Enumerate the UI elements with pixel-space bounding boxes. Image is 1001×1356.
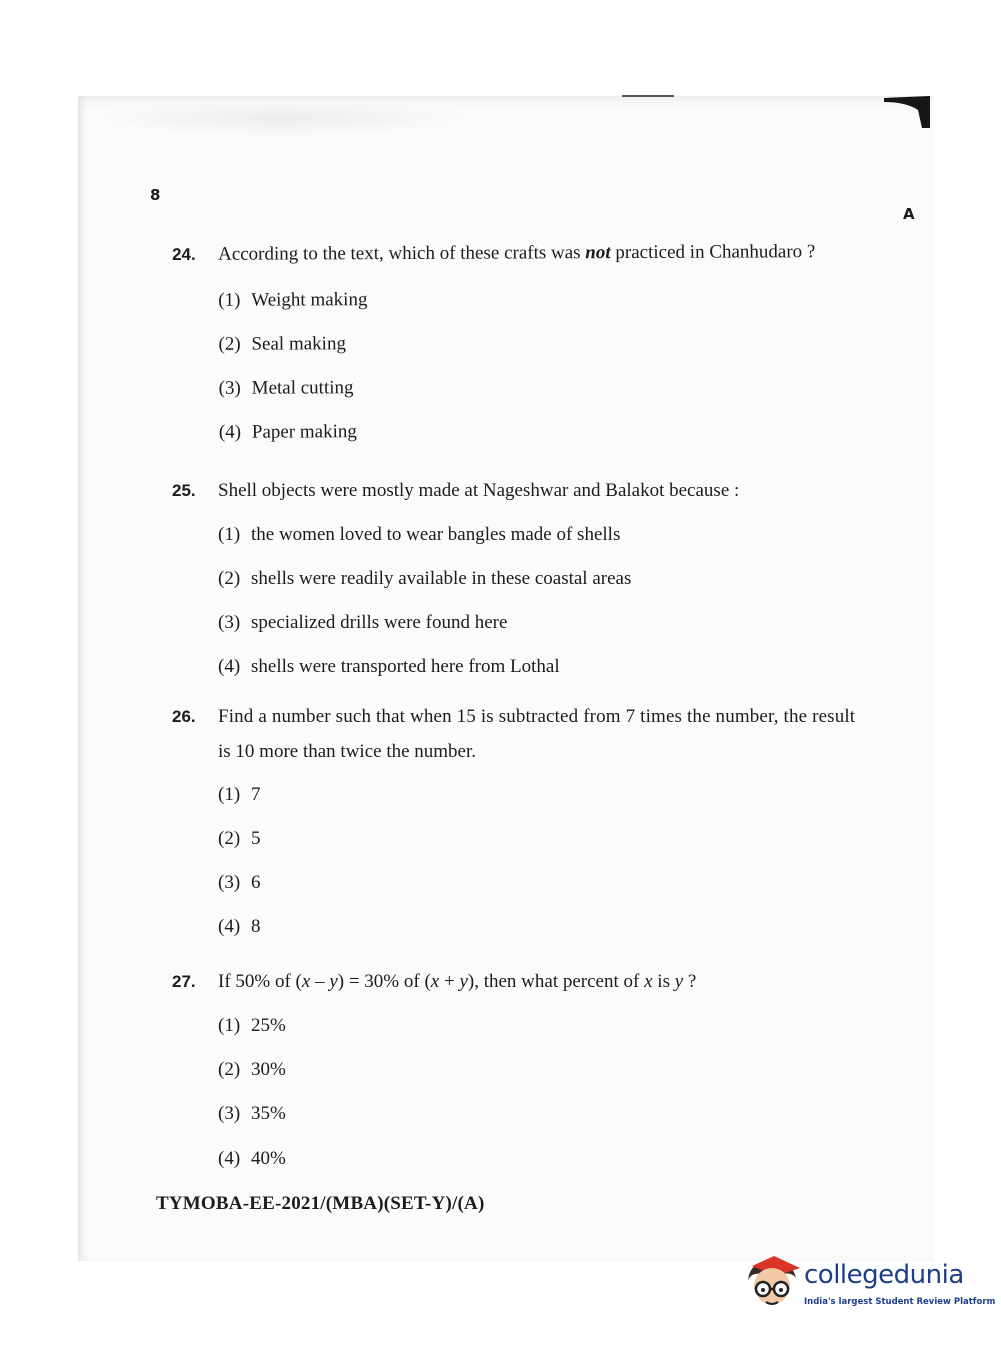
option-2: (2) Seal making — [218, 333, 346, 355]
question-number: 25. — [172, 481, 196, 500]
question-text: If 50% of (x – y) = 30% of (x + y), then what percent of x is y ? — [218, 971, 697, 992]
page-number: 8 — [150, 186, 161, 204]
page-corner-mark — [884, 96, 930, 128]
option-1: (1) Weight making — [218, 289, 368, 311]
option-1: (1) 25% — [218, 1015, 286, 1036]
option-4: (4) 40% — [218, 1148, 286, 1169]
emphasis-not: not — [585, 242, 611, 264]
scan-edge-line — [622, 95, 674, 97]
option-3: (3) specialized drills were found here — [218, 612, 508, 633]
brand-tagline: India's largest Student Review Platform — [804, 1297, 996, 1307]
set-label: A — [903, 205, 915, 223]
option-1: (1) 7 — [218, 784, 261, 805]
option-4: (4) 8 — [218, 916, 261, 937]
option-4: (4) shells were transported here from Lothal — [218, 656, 560, 677]
option-2: (2) 5 — [218, 828, 261, 849]
option-3: (3) 35% — [218, 1103, 286, 1124]
brand-name: collegedunia — [804, 1260, 964, 1290]
graduate-mascot-icon — [742, 1250, 802, 1312]
option-1: (1) the women loved to wear bangles made of shells — [218, 524, 621, 545]
option-2: (2) shells were readily available in these coastal areas — [218, 568, 632, 589]
question-text-line-1: Find a number such that when 15 is subtracted from 7 times the number, the result — [218, 706, 856, 727]
option-3: (3) 6 — [218, 872, 261, 893]
scan-smudge — [92, 100, 472, 136]
question-text-line-2: is 10 more than twice the number. — [218, 741, 477, 762]
question-text: Shell objects were mostly made at Nageshwar and Balakot because : — [218, 480, 740, 501]
question-number: 26. — [172, 707, 196, 726]
question-number: 27. — [172, 972, 196, 991]
question-text: According to the text, which of these crafts was not practiced in Chanhudaro ? — [218, 241, 816, 265]
option-2: (2) 30% — [218, 1059, 286, 1080]
collegedunia-watermark — [742, 1250, 996, 1312]
option-3: (3) Metal cutting — [218, 377, 354, 399]
option-4: (4) Paper making — [218, 421, 357, 443]
paper-code: TYMOBA-EE-2021/(MBA)(SET-Y)/(A) — [156, 1193, 485, 1214]
question-number: 24. — [172, 244, 196, 264]
